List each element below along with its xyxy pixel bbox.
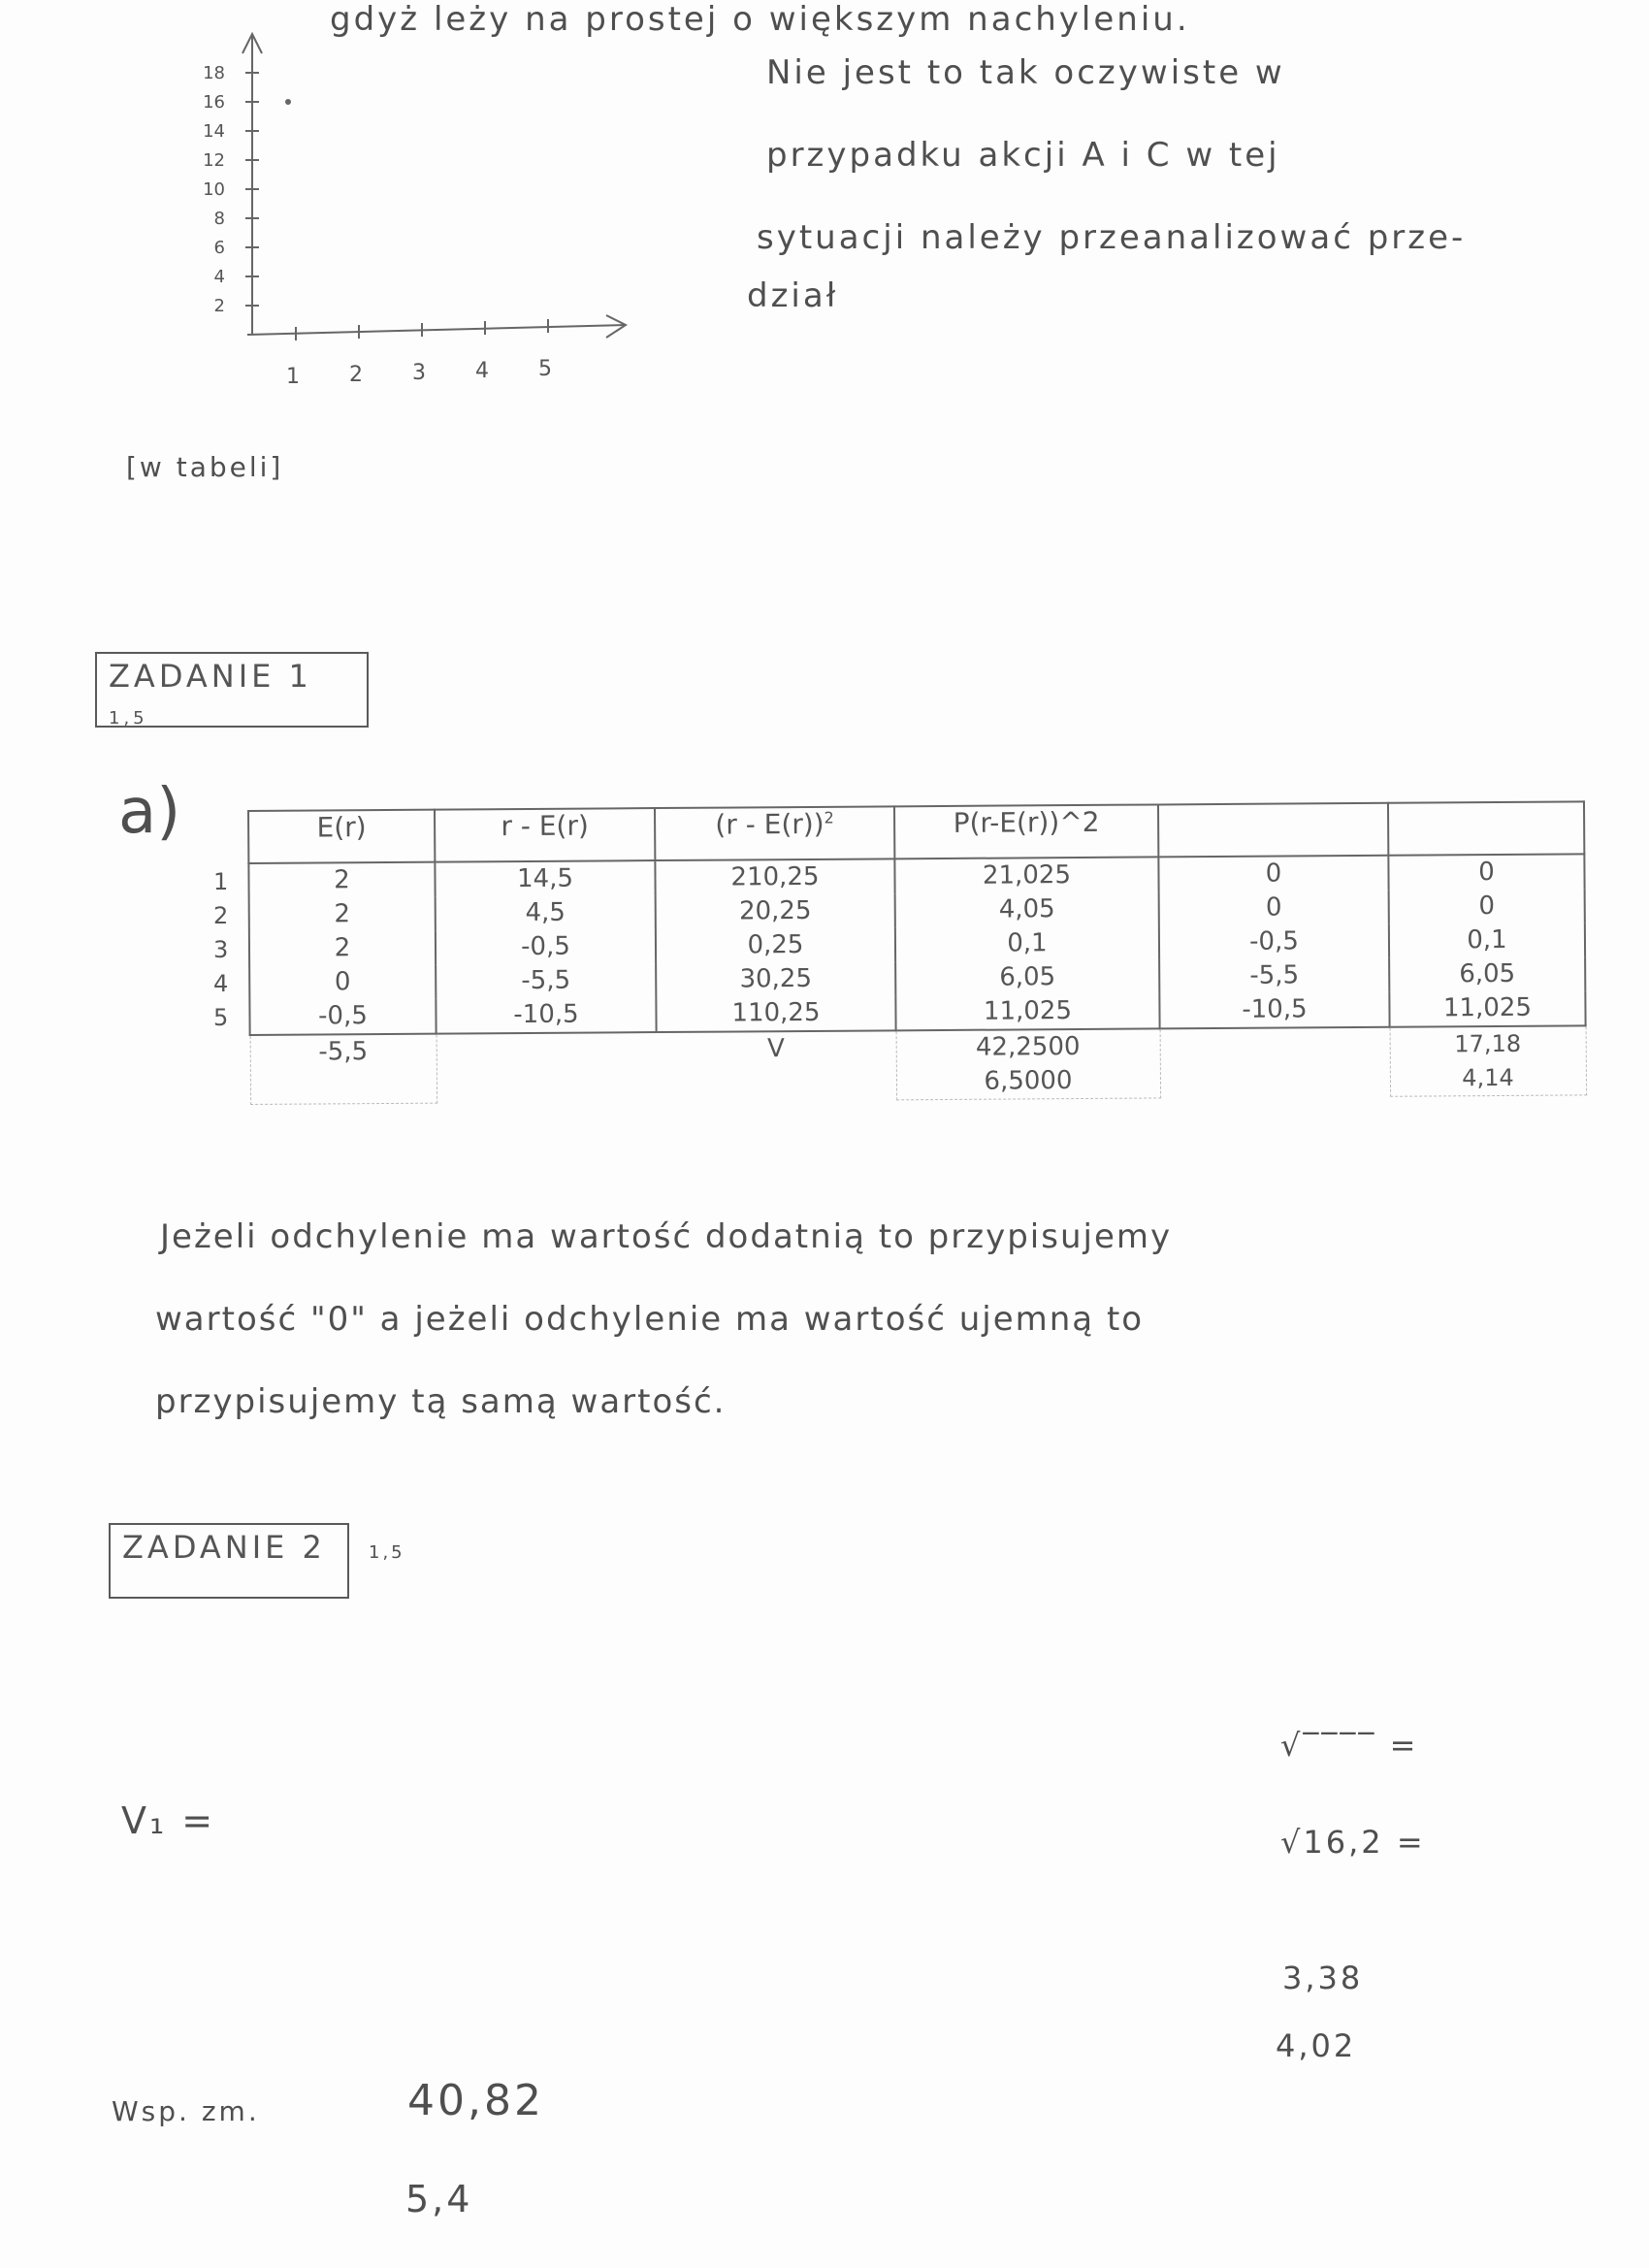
y-tick-label: 14: [203, 121, 225, 142]
row-number: 3: [213, 936, 229, 963]
y-tick-label: 6: [213, 238, 225, 258]
sum-pneg-1: 17,18: [1454, 1029, 1522, 1058]
note-line-3: przypadku akcji A i C w tej: [766, 136, 1280, 175]
row-number: 1: [213, 868, 229, 895]
note-line-2: Nie jest to tak oczywiste w: [766, 53, 1285, 92]
table-cell-neg: -10,5: [1159, 992, 1389, 1029]
note-line-5: dział: [747, 276, 839, 315]
y-tick-label: 18: [203, 63, 225, 83]
explanation-line-2: wartość "0" a jeżeli odchylenie ma wartość ujemną to: [155, 1300, 1145, 1339]
table-cell-pneg: 0: [1389, 889, 1585, 923]
task1-heading-mark: 1,5: [109, 708, 148, 729]
explanation-line-1: Jeżeli odchylenie ma wartość dodatnią to przypisujemy: [160, 1217, 1173, 1256]
table-cell-pneg: 11,025: [1389, 990, 1585, 1026]
table-cell-pneg: 0,1: [1389, 923, 1585, 957]
table-cell-sq: 30,25: [656, 961, 895, 997]
table-sum-row: [250, 1025, 1586, 1104]
sum-pneg-2: 4,14: [1462, 1063, 1514, 1092]
sum-psq-2: 6,5000: [984, 1066, 1073, 1096]
explanation-line-3: przypisujemy tą samą wartość.: [155, 1382, 727, 1421]
part-a-label: a): [118, 776, 181, 848]
table-cell-dev: 4,5: [436, 895, 656, 931]
col-header-er: E(r): [248, 810, 435, 863]
task2-heading-mark: 1,5: [369, 1542, 405, 1563]
table-header-row: [248, 801, 1584, 863]
table-cell-er: 0: [249, 965, 436, 1000]
table-cell-neg: 0: [1158, 856, 1388, 892]
table-cell-psq: 0,1: [895, 925, 1159, 961]
sqrt-value: √16,2 =: [1280, 1824, 1426, 1861]
col-header-dev: r - E(r): [435, 808, 655, 862]
table-cell-er: 2: [249, 897, 436, 932]
row-number: 4: [213, 970, 229, 997]
y-tick-label: 8: [213, 209, 225, 229]
sqrt-blank: √‾‾‾‾ =: [1280, 1727, 1419, 1764]
task1-heading-text: ZADANIE 1: [109, 658, 312, 695]
y-tick-label: 10: [203, 179, 225, 200]
table-cell-neg: -5,5: [1159, 958, 1389, 994]
task2-heading: [109, 1523, 349, 1599]
table-cell-pneg: 6,05: [1389, 956, 1585, 991]
graph-point: [285, 99, 291, 105]
y-tick-label: 12: [203, 150, 225, 171]
table-cell-neg: 0: [1159, 891, 1389, 926]
col-header-neg: [1158, 803, 1388, 858]
table-cell-sq: 110,25: [656, 995, 895, 1032]
table-cell-sq: 0,25: [656, 927, 895, 963]
table-cell-pneg: 0: [1388, 854, 1584, 890]
table-cell-er: -0,5: [249, 999, 436, 1035]
table-cell-er: 2: [248, 862, 435, 898]
x-tick-label: 2: [349, 363, 363, 387]
task1-heading: [95, 652, 369, 728]
x-tick-label: 5: [538, 357, 552, 381]
col-header-sq: (r - E(r))$^2$: [655, 806, 894, 860]
x-axis-arrow: [606, 315, 626, 338]
table-cell-sq: 20,25: [656, 893, 895, 929]
task2-heading-text: ZADANIE 2: [122, 1529, 326, 1566]
task2-value-2: 4,02: [1276, 2027, 1357, 2064]
table-cell-psq: 4,05: [895, 891, 1159, 927]
coef-label: Wsp. zm.: [112, 2095, 260, 2127]
sum-pneg: [1390, 1025, 1586, 1096]
x-axis: [247, 325, 626, 335]
y-tick-label: 4: [213, 267, 225, 287]
sum-er: -5,5: [250, 1034, 436, 1105]
table-cell-neg: -0,5: [1159, 924, 1389, 960]
row-number: 2: [213, 902, 229, 929]
x-tick-label: 3: [412, 361, 426, 385]
table-cell-er: 2: [249, 931, 436, 966]
table-cell-dev: -0,5: [436, 929, 656, 965]
coef-value: 40,82: [407, 2076, 544, 2125]
sketch-graph: [165, 19, 650, 407]
col-header-psq: P(r-E(r))^2: [894, 804, 1158, 859]
table-cell-dev: 14,5: [435, 860, 655, 897]
y-tick-label: 16: [203, 92, 225, 113]
table-cell-psq: 21,025: [894, 857, 1158, 893]
x-tick-label: 4: [475, 359, 489, 383]
v1-label: V₁ =: [121, 1799, 216, 1842]
y-tick-label: 2: [213, 296, 225, 316]
row-number: 5: [213, 1004, 229, 1031]
table-cell-psq: 11,025: [895, 993, 1159, 1030]
x-tick-label: 1: [286, 365, 300, 389]
col-header-pneg: [1388, 801, 1584, 855]
task2-value-1: 3,38: [1282, 1960, 1364, 1996]
bracket-note: [w tabeli]: [126, 451, 284, 483]
sum-psq: [896, 1028, 1160, 1099]
sum-psq-1: 42,2500: [975, 1032, 1081, 1062]
sum-v: V: [766, 1034, 785, 1064]
coef-value-2: 5,4: [405, 2178, 473, 2220]
deviation-table: [247, 800, 1587, 1105]
note-line-1: gdyż leży na prostej o większym nachyleniu.: [330, 0, 1190, 39]
table-cell-psq: 6,05: [895, 959, 1159, 995]
table-cell-sq: 210,25: [655, 859, 894, 895]
note-line-4: sytuacji należy przeanalizować prze-: [757, 218, 1467, 257]
table-cell-dev: -5,5: [436, 963, 656, 999]
table-cell-dev: -10,5: [436, 997, 656, 1034]
